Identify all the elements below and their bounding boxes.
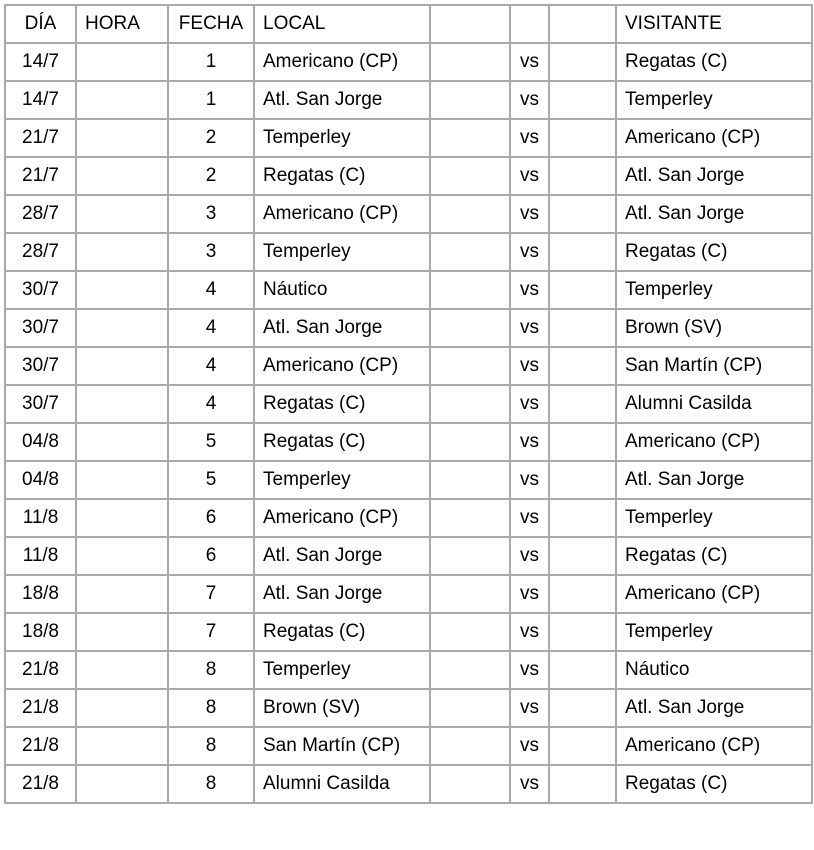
table-row	[5, 271, 812, 309]
cell-dia: 28/7	[5, 233, 76, 271]
cell-hora	[76, 309, 168, 347]
cell-local: Regatas (C)	[254, 613, 430, 651]
cell-vs: vs	[510, 575, 549, 613]
cell-blank	[430, 157, 510, 195]
cell-local: Regatas (C)	[254, 423, 430, 461]
cell-dia: 14/7	[5, 81, 76, 119]
cell-visitante: Atl. San Jorge	[616, 195, 812, 233]
cell-fecha: 5	[168, 461, 254, 499]
table-row	[5, 461, 812, 499]
table-row	[5, 613, 812, 651]
cell-visitante: Brown (SV)	[616, 309, 812, 347]
cell-visitante: Atl. San Jorge	[616, 157, 812, 195]
cell-blank	[549, 689, 616, 727]
cell-dia: 04/8	[5, 423, 76, 461]
cell-vs: vs	[510, 689, 549, 727]
cell-visitante: Temperley	[616, 613, 812, 651]
cell-local: Atl. San Jorge	[254, 309, 430, 347]
cell-blank	[549, 461, 616, 499]
cell-local: Brown (SV)	[254, 689, 430, 727]
cell-visitante: Americano (CP)	[616, 727, 812, 765]
cell-fecha: 3	[168, 195, 254, 233]
cell-dia: 21/7	[5, 157, 76, 195]
cell-dia: 21/8	[5, 689, 76, 727]
cell-visitante: Náutico	[616, 651, 812, 689]
table-row	[5, 423, 812, 461]
cell-vs: vs	[510, 195, 549, 233]
cell-hora	[76, 727, 168, 765]
cell-vs: vs	[510, 727, 549, 765]
cell-blank	[549, 195, 616, 233]
cell-dia: 14/7	[5, 43, 76, 81]
cell-vs: vs	[510, 119, 549, 157]
table-row	[5, 689, 812, 727]
cell-hora	[76, 537, 168, 575]
table-row	[5, 81, 812, 119]
fixture-body	[5, 43, 812, 803]
cell-dia: 21/8	[5, 727, 76, 765]
cell-blank	[430, 651, 510, 689]
cell-blank	[430, 765, 510, 803]
cell-blank	[549, 309, 616, 347]
table-row	[5, 385, 812, 423]
cell-visitante: San Martín (CP)	[616, 347, 812, 385]
cell-blank	[549, 499, 616, 537]
cell-visitante: Temperley	[616, 81, 812, 119]
cell-fecha: 8	[168, 727, 254, 765]
cell-blank	[549, 385, 616, 423]
cell-hora	[76, 195, 168, 233]
cell-dia: 28/7	[5, 195, 76, 233]
cell-blank	[430, 423, 510, 461]
cell-fecha: 1	[168, 81, 254, 119]
cell-vs: vs	[510, 537, 549, 575]
cell-blank	[430, 689, 510, 727]
header-hora: HORA	[76, 5, 168, 43]
cell-hora	[76, 423, 168, 461]
cell-fecha: 6	[168, 499, 254, 537]
header-blank	[549, 5, 616, 43]
cell-blank	[549, 81, 616, 119]
cell-blank	[549, 233, 616, 271]
header-row	[5, 5, 812, 43]
cell-hora	[76, 43, 168, 81]
cell-hora	[76, 347, 168, 385]
header-dia: DÍA	[5, 5, 76, 43]
cell-fecha: 2	[168, 157, 254, 195]
table-row	[5, 651, 812, 689]
cell-local: Atl. San Jorge	[254, 81, 430, 119]
cell-blank	[549, 765, 616, 803]
cell-dia: 30/7	[5, 271, 76, 309]
cell-vs: vs	[510, 385, 549, 423]
cell-dia: 18/8	[5, 575, 76, 613]
cell-hora	[76, 81, 168, 119]
cell-blank	[549, 651, 616, 689]
cell-fecha: 4	[168, 385, 254, 423]
cell-dia: 21/8	[5, 651, 76, 689]
cell-visitante: Alumni Casilda	[616, 385, 812, 423]
cell-blank	[549, 271, 616, 309]
cell-fecha: 4	[168, 347, 254, 385]
cell-local: Náutico	[254, 271, 430, 309]
header-fecha: FECHA	[168, 5, 254, 43]
cell-blank	[430, 727, 510, 765]
cell-local: Temperley	[254, 461, 430, 499]
cell-visitante: Regatas (C)	[616, 765, 812, 803]
cell-vs: vs	[510, 233, 549, 271]
cell-vs: vs	[510, 765, 549, 803]
cell-hora	[76, 575, 168, 613]
cell-vs: vs	[510, 613, 549, 651]
cell-blank	[430, 575, 510, 613]
cell-fecha: 5	[168, 423, 254, 461]
cell-hora	[76, 765, 168, 803]
cell-blank	[430, 537, 510, 575]
cell-blank	[430, 119, 510, 157]
cell-visitante: Regatas (C)	[616, 537, 812, 575]
header-visitante: VISITANTE	[616, 5, 812, 43]
cell-blank	[430, 499, 510, 537]
cell-visitante: Americano (CP)	[616, 119, 812, 157]
cell-local: Temperley	[254, 651, 430, 689]
cell-local: Americano (CP)	[254, 347, 430, 385]
table-row	[5, 537, 812, 575]
cell-vs: vs	[510, 43, 549, 81]
cell-fecha: 7	[168, 613, 254, 651]
cell-visitante: Temperley	[616, 499, 812, 537]
cell-hora	[76, 385, 168, 423]
cell-fecha: 8	[168, 689, 254, 727]
cell-fecha: 4	[168, 271, 254, 309]
cell-vs: vs	[510, 157, 549, 195]
cell-dia: 04/8	[5, 461, 76, 499]
cell-local: Regatas (C)	[254, 157, 430, 195]
cell-blank	[430, 195, 510, 233]
cell-blank	[430, 81, 510, 119]
cell-local: Alumni Casilda	[254, 765, 430, 803]
cell-fecha: 1	[168, 43, 254, 81]
cell-vs: vs	[510, 81, 549, 119]
table-row	[5, 575, 812, 613]
cell-local: Regatas (C)	[254, 385, 430, 423]
table-row	[5, 347, 812, 385]
cell-local: Americano (CP)	[254, 195, 430, 233]
cell-hora	[76, 651, 168, 689]
cell-vs: vs	[510, 423, 549, 461]
cell-fecha: 7	[168, 575, 254, 613]
cell-dia: 11/8	[5, 499, 76, 537]
cell-vs: vs	[510, 461, 549, 499]
cell-blank	[549, 537, 616, 575]
cell-blank	[549, 727, 616, 765]
cell-local: Temperley	[254, 119, 430, 157]
cell-fecha: 8	[168, 765, 254, 803]
cell-vs: vs	[510, 271, 549, 309]
cell-hora	[76, 689, 168, 727]
header-local: LOCAL	[254, 5, 430, 43]
cell-hora	[76, 613, 168, 651]
cell-hora	[76, 157, 168, 195]
fixture-table	[4, 4, 813, 804]
cell-blank	[549, 613, 616, 651]
cell-visitante: Temperley	[616, 271, 812, 309]
cell-fecha: 8	[168, 651, 254, 689]
cell-dia: 18/8	[5, 613, 76, 651]
cell-blank	[549, 575, 616, 613]
table-row	[5, 195, 812, 233]
table-row	[5, 43, 812, 81]
cell-blank	[549, 43, 616, 81]
cell-hora	[76, 233, 168, 271]
cell-dia: 21/7	[5, 119, 76, 157]
cell-hora	[76, 119, 168, 157]
cell-dia: 11/8	[5, 537, 76, 575]
cell-blank	[430, 347, 510, 385]
table-row	[5, 157, 812, 195]
cell-blank	[430, 385, 510, 423]
cell-vs: vs	[510, 347, 549, 385]
cell-blank	[549, 157, 616, 195]
cell-dia: 30/7	[5, 309, 76, 347]
cell-visitante: Atl. San Jorge	[616, 461, 812, 499]
cell-hora	[76, 271, 168, 309]
cell-blank	[549, 423, 616, 461]
cell-local: Atl. San Jorge	[254, 575, 430, 613]
table-row	[5, 499, 812, 537]
cell-blank	[549, 119, 616, 157]
header-blank	[510, 5, 549, 43]
cell-vs: vs	[510, 651, 549, 689]
cell-local: Atl. San Jorge	[254, 537, 430, 575]
cell-blank	[430, 461, 510, 499]
cell-dia: 30/7	[5, 347, 76, 385]
cell-hora	[76, 461, 168, 499]
cell-blank	[430, 233, 510, 271]
table-row	[5, 119, 812, 157]
cell-fecha: 4	[168, 309, 254, 347]
cell-fecha: 6	[168, 537, 254, 575]
cell-local: Temperley	[254, 233, 430, 271]
table-row	[5, 765, 812, 803]
cell-fecha: 2	[168, 119, 254, 157]
cell-blank	[430, 271, 510, 309]
cell-blank	[549, 347, 616, 385]
table-row	[5, 233, 812, 271]
cell-visitante: Americano (CP)	[616, 423, 812, 461]
cell-vs: vs	[510, 499, 549, 537]
header-blank	[430, 5, 510, 43]
cell-dia: 30/7	[5, 385, 76, 423]
cell-local: Americano (CP)	[254, 499, 430, 537]
cell-local: San Martín (CP)	[254, 727, 430, 765]
cell-blank	[430, 613, 510, 651]
table-row	[5, 727, 812, 765]
cell-hora	[76, 499, 168, 537]
cell-local: Americano (CP)	[254, 43, 430, 81]
cell-vs: vs	[510, 309, 549, 347]
cell-visitante: Regatas (C)	[616, 43, 812, 81]
cell-dia: 21/8	[5, 765, 76, 803]
cell-blank	[430, 43, 510, 81]
cell-visitante: Atl. San Jorge	[616, 689, 812, 727]
cell-visitante: Regatas (C)	[616, 233, 812, 271]
cell-visitante: Americano (CP)	[616, 575, 812, 613]
cell-fecha: 3	[168, 233, 254, 271]
table-row	[5, 309, 812, 347]
cell-blank	[430, 309, 510, 347]
